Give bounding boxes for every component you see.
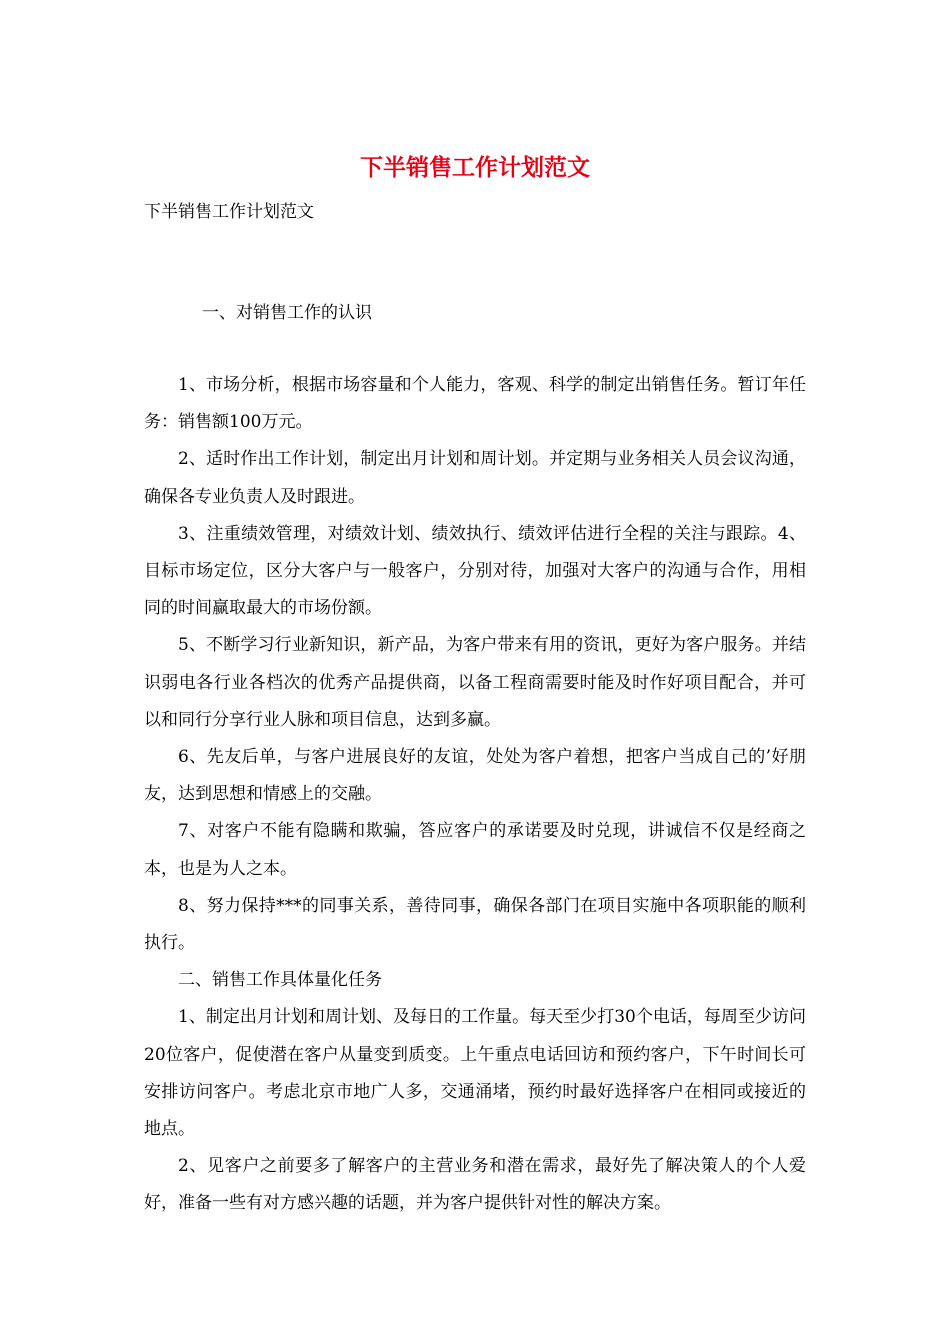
paragraph: 5、不断学习行业新知识，新产品，为客户带来有用的资讯，更好为客户服务。并结识弱电各行业各档次的优秀产品提供商，以备工程商需要时能及时作好项目配合，并可以和同行分享行业人脉和项目信息，达到多赢。 xyxy=(144,635,806,730)
document-title: 下半销售工作计划范文 xyxy=(360,154,590,181)
paragraph: 7、对客户不能有隐瞒和欺骗，答应客户的承诺要及时兑现，讲诚信不仅是经商之本，也是为人之本。 xyxy=(144,821,806,879)
paragraph: 1、市场分析，根据市场容量和个人能力，客观、科学的制定出销售任务。暂订年任务：销售额100万元。 xyxy=(144,375,806,433)
paragraph: 2、适时作出工作计划，制定出月计划和周计划。并定期与业务相关人员会议沟通，确保各专业负责人及时跟进。 xyxy=(144,449,806,507)
paragraph: 1、制定出月计划和周计划、及每日的工作量。每天至少打30个电话，每周至少访问20位客户，促使潜在客户从量变到质变。上午重点电话回访和预约客户，下午时间长可安排访问客户。考虑北京市地广人多，交通涌堵，预约时最好选择客户在相同或接近的地点。 xyxy=(144,1007,806,1140)
section-heading-one: 一、对销售工作的认识 xyxy=(202,303,372,323)
paragraph: 8、努力保持***的同事关系，善待同事，确保各部门在项目实施中各项职能的顺利执行。 xyxy=(144,895,806,954)
document-body xyxy=(144,367,806,1223)
paragraph: 2、见客户之前要多了解客户的主营业务和潜在需求，最好先了解决策人的个人爱好，准备一些有对方感兴趣的话题，并为客户提供针对性的解决方案。 xyxy=(144,1156,806,1214)
paragraph: 6、先友后单，与客户进展良好的友谊，处处为客户着想，把客户当成自己的’好朋友，达到思想和情感上的交融。 xyxy=(144,747,806,805)
document-subtitle: 下半销售工作计划范文 xyxy=(144,202,314,222)
section-heading-two: 二、销售工作具体量化任务 xyxy=(178,970,382,991)
paragraph: 3、注重绩效管理，对绩效计划、绩效执行、绩效评估进行全程的关注与跟踪。4、目标市场定位，区分大客户与一般客户，分别对待，加强对大客户的沟通与合作，用相同的时间赢取最大的市场份额。 xyxy=(144,523,806,619)
